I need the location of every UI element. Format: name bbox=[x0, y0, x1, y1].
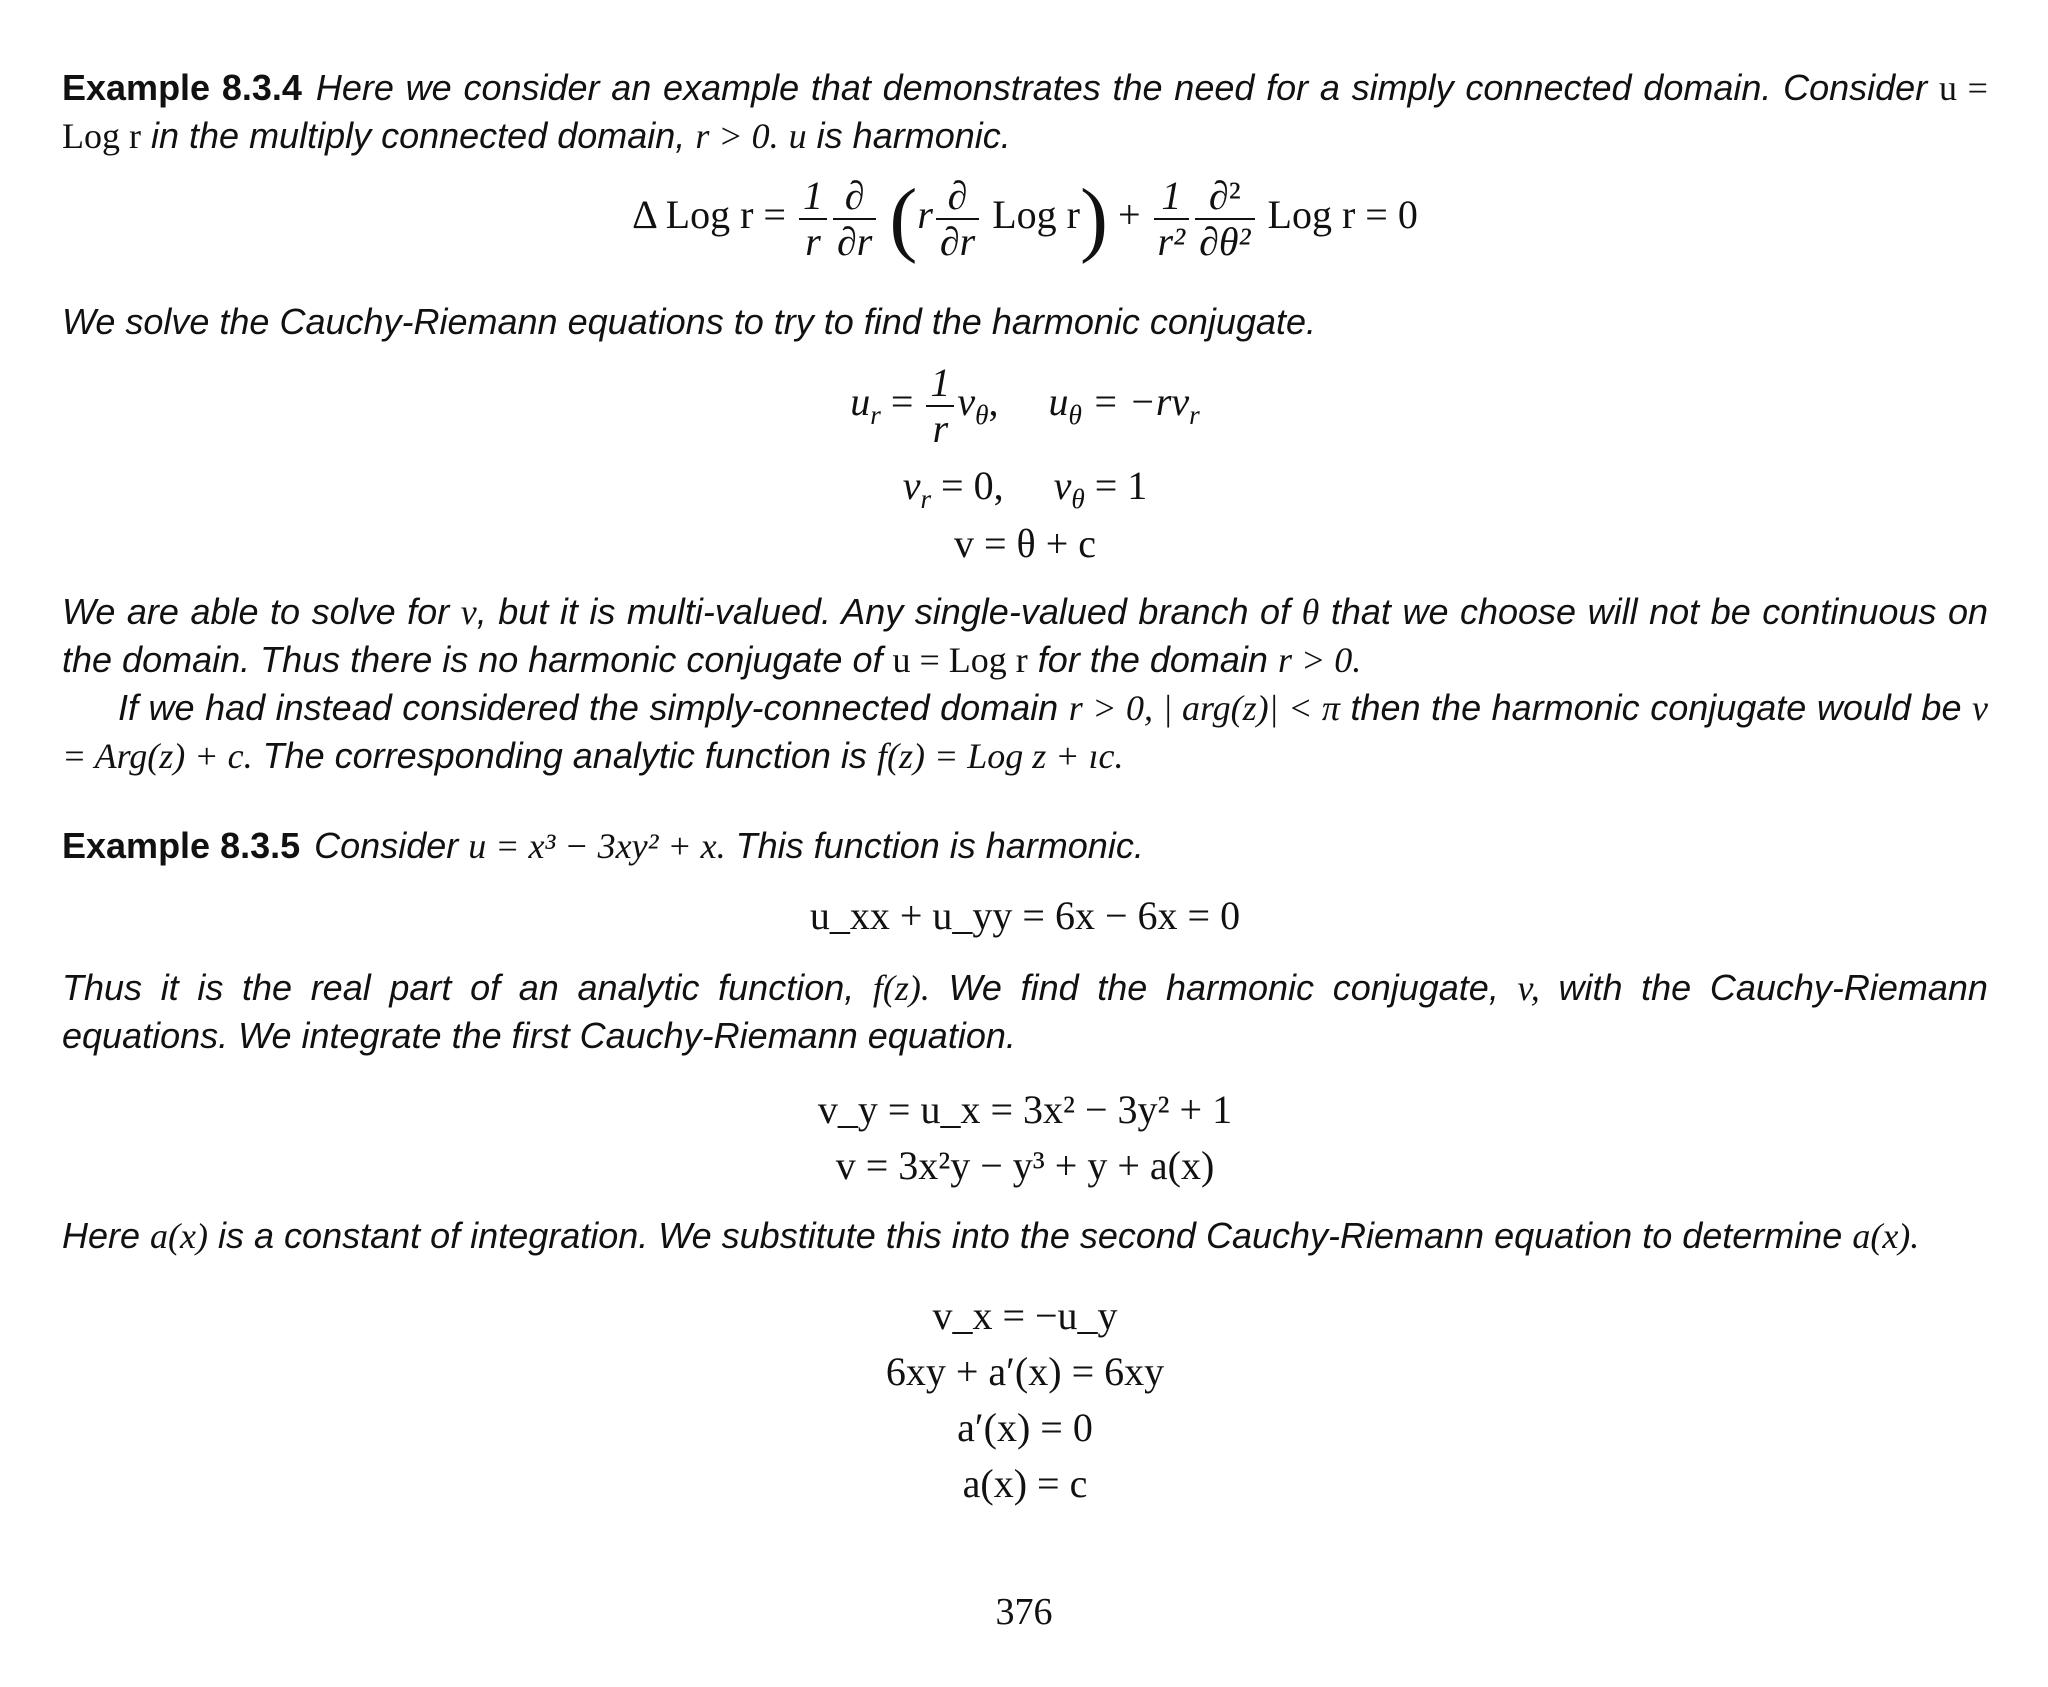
conclusion-paragraph-1: We are able to solve for v, but it is multi-valued. Any single-valued branch of θ that we choose will not be continuous on the domain. Thus there is no harmonic conjugate of u = Log r for the domain r > 0. bbox=[62, 591, 1989, 680]
substitution-equation-4: a(x) = c bbox=[962, 1461, 1088, 1506]
cr-equation-3: v = θ + c bbox=[953, 521, 1097, 566]
math-r-positive: r > 0. bbox=[695, 116, 779, 156]
example-8-3-4-intro bbox=[62, 64, 1988, 160]
math-u-log-r: u = Log r bbox=[62, 68, 1988, 156]
laplacian-tail: Log r = 0 bbox=[1267, 192, 1418, 237]
paren-open: ( bbox=[889, 171, 918, 265]
inner-log-r: Log r bbox=[992, 192, 1080, 237]
frac-1-over-r2: $\frac{1}{\text{r²}}$ bbox=[1154, 174, 1190, 264]
inner-r: r bbox=[917, 192, 933, 237]
math-u: u bbox=[788, 116, 807, 156]
cr-intro-text: We solve the Cauchy-Riemann equations to try to find the harmonic conjugate. bbox=[62, 301, 1317, 342]
conclusion-paragraph-2: If we had instead considered the simply-connected domain r > 0, | arg(z)| < π then the harmonic conjugate would be v = Arg(z) + c. The corresponding analytic function is f(z) = Log z + ıc. bbox=[62, 687, 1988, 776]
cr-equation-1: $u_r$ = $\frac{1}{r}$ $v_\theta$, $u_\theta = -rv_r$ bbox=[850, 359, 1200, 451]
frac-partial-r: $\frac{\partial}{\partial r}$ bbox=[833, 174, 876, 264]
intro-text-2: in the multiply connected domain, bbox=[151, 115, 686, 156]
laplacian-lhs: Δ Log r = bbox=[632, 192, 786, 237]
example-8-3-5-heading: Example 8.3.5 bbox=[62, 825, 301, 866]
frac-1-over-r: $\frac{1}{r}$ bbox=[799, 174, 827, 264]
integration-equation-1: v_y = u_x = 3x² − 3y² + 1 bbox=[817, 1087, 1233, 1132]
example-8-3-5-intro: Example 8.3.5 Consider u = x³ − 3xy² + x. This function is harmonic. bbox=[62, 825, 1144, 866]
integration-equation-2: v = 3x²y − y³ + y + a(x) bbox=[835, 1143, 1215, 1188]
paragraph-analytic-function: Thus it is the real part of an analytic function, f(z). We find the harmonic conjugate, v, with the Cauchy-Riemann equations. We integrate the first Cauchy-Riemann equation. bbox=[62, 967, 1988, 1056]
example-8-3-4-heading: Example 8.3.4 bbox=[62, 67, 302, 108]
plus-sign: + bbox=[1117, 192, 1141, 237]
cr-equation-2: $v_r = 0$, $v_\theta = 1$ bbox=[902, 463, 1148, 514]
intro-text: Here we consider an example that demonstrates the need for a simply connected domain. Consider bbox=[315, 67, 1928, 108]
frac-partial-r-2: $\frac{\partial}{\partial r}$ bbox=[936, 174, 979, 264]
paren-close: ) bbox=[1080, 171, 1108, 265]
substitution-equation-3: a′(x) = 0 bbox=[957, 1405, 1093, 1450]
frac-partial2-theta2: $\frac{\text{∂²}}{\text{∂θ²}}$ bbox=[1195, 174, 1254, 264]
paragraph-constant-integration: Here a(x) is a constant of integration. We substitute this into the second Cauchy-Riemann equation to determine a(x). bbox=[62, 1215, 1920, 1256]
substitution-equation-1: v_x = −u_y bbox=[932, 1293, 1118, 1338]
substitution-equation-2: 6xy + a′(x) = 6xy bbox=[885, 1349, 1165, 1394]
intro-text-3: is harmonic. bbox=[816, 115, 1011, 156]
page-number: 376 bbox=[995, 1591, 1053, 1633]
harmonic-check-equation: u_xx + u_yy = 6x − 6x = 0 bbox=[809, 893, 1241, 938]
laplacian-equation bbox=[62, 170, 1988, 264]
